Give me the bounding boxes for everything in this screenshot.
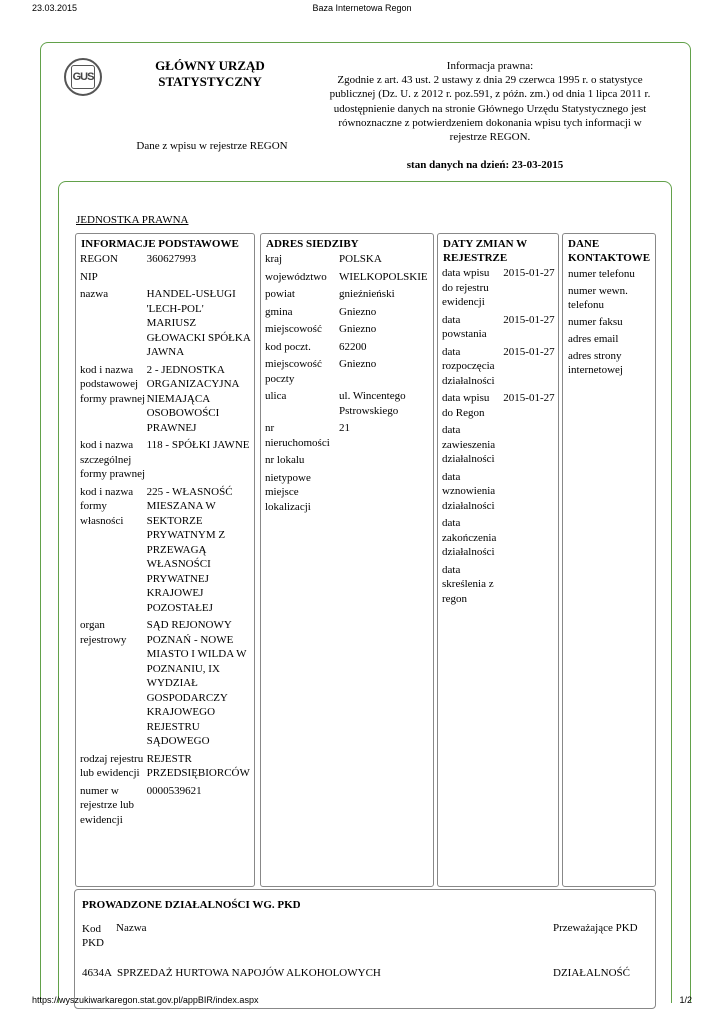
field-label: rodzaj rejestru lub ewidencji: [80, 752, 144, 779]
field-label: NIP: [80, 270, 98, 283]
print-date: 23.03.2015: [32, 3, 78, 13]
field-label: data zawieszenia działalności: [442, 424, 496, 465]
field-value: 2015-01-27: [503, 313, 555, 326]
field-value: 2015-01-27: [503, 392, 555, 404]
field-label: miejscowość poczty: [265, 358, 322, 385]
field-value: [503, 470, 558, 517]
field-value: [503, 516, 558, 563]
field-value: WIELKOPOLSKIE: [339, 270, 428, 283]
contact-list: [563, 267, 655, 380]
field-value: 360627993: [146, 253, 197, 265]
table-row: [442, 470, 558, 517]
gus-logo: [64, 58, 102, 96]
field-value: SĄD REJONOWY POZNAŃ - NOWE MIASTO I WILDA W POZNANIU, IX WYDZIAŁ GOSPODARCZY KRAJOWEGO REJESTRU SĄDOWEGO: [146, 619, 247, 747]
print-page-title: Baza Internetowa Regon: [312, 3, 412, 13]
field-value: 225 - WŁASNOŚĆ MIESZANA W SEKTORZE PRYWATNYM Z PRZEWAGĄ WŁASNOŚCI PRYWATNEJ KRAJOWEJ POZOSTAŁEJ: [146, 485, 233, 614]
table-row: [442, 345, 558, 392]
dates-table: [442, 266, 558, 609]
field-label: data wpisu do Regon: [442, 392, 490, 419]
pkd-row-name: SPRZEDAŻ HURTOWA NAPOJÓW ALKOHOLOWYCH: [117, 967, 381, 979]
field-value: [503, 563, 558, 610]
field-label: powiat: [265, 288, 295, 300]
legal-line: Zgodnie z art. 43 ust. 2 ustawy z dnia 29 czerwca 1995 r. o statystyce: [337, 74, 643, 87]
field-value: [503, 423, 558, 470]
field-label: data zakończenia działalności: [442, 517, 497, 558]
table-row: [80, 752, 254, 784]
gus-logo-mark: GUS: [71, 65, 95, 89]
field-value: 2015-01-27: [503, 345, 555, 358]
table-row: [265, 287, 433, 305]
field-label: numer w rejestrze lub ewidencji: [80, 784, 135, 826]
field-value: POLSKA: [339, 253, 382, 265]
table-row: [80, 618, 254, 752]
pkd-header-name: Nazwa: [116, 922, 147, 934]
field-label: kraj: [265, 253, 283, 265]
table-row: [265, 340, 433, 358]
table-row: [265, 270, 433, 288]
table-row: [442, 516, 558, 563]
field-label: nr nieruchomości: [265, 422, 330, 449]
field-value: [339, 471, 433, 518]
print-footer: [0, 995, 724, 1011]
table-row: [265, 421, 433, 453]
print-header: [0, 3, 724, 19]
pkd-header-code: Kod PKD: [82, 923, 105, 949]
data-state-date: stan danych na dzień: 23-03-2015: [406, 159, 564, 171]
field-value: Gniezno: [339, 358, 377, 370]
table-row: [80, 252, 254, 270]
table-row: [265, 322, 433, 340]
contact-field-label: adres email: [568, 333, 619, 345]
field-value: 2 - JEDNOSTKA ORGANIZACYJNA NIEMAJĄCA OSOBOWOŚCI PRAWNEJ: [146, 363, 239, 434]
table-row: [442, 266, 558, 313]
field-value: Gniezno: [339, 323, 377, 335]
table-row: [265, 252, 433, 270]
field-value: 21: [339, 422, 351, 434]
table-row: [265, 357, 433, 389]
legal-entity-link[interactable]: JEDNOSTKA PRAWNA: [76, 214, 189, 226]
print-page-number: 1/2: [679, 995, 692, 1005]
pkd-row-main: DZIAŁALNOŚĆ: [553, 967, 630, 979]
address-panel: [260, 233, 434, 887]
basic-info-title: INFORMACJE PODSTAWOWE: [81, 238, 239, 250]
legal-line: rejestrze REGON.: [449, 131, 531, 144]
field-label: nazwa: [80, 288, 109, 300]
table-row: [442, 391, 558, 423]
field-value: Gniezno: [339, 305, 377, 318]
field-value: 62200: [339, 340, 367, 353]
table-row: [80, 363, 254, 439]
field-value: [339, 453, 433, 471]
pkd-title: PROWADZONE DZIAŁALNOŚCI WG. PKD: [82, 899, 301, 911]
table-row: [442, 563, 558, 610]
table-row: [80, 270, 254, 288]
contact-panel: [562, 233, 656, 887]
field-value: 118 - SPÓŁKI JAWNE: [146, 439, 250, 451]
institution-name: [120, 58, 300, 90]
field-label: nr lokalu: [265, 454, 305, 466]
field-label: kod i nazwa podstawowej formy prawnej: [80, 363, 146, 405]
table-row: [265, 305, 433, 323]
legal-line: publicznej (Dz. U. z 2012 r. poz.591, z późn. zm.) od dnia 1 lipca 2011 r.: [329, 88, 651, 101]
field-value: 2015-01-27: [503, 267, 555, 279]
field-value: [147, 270, 254, 288]
institution-name-line1: GŁÓWNY URZĄD: [155, 58, 265, 73]
field-value: HANDEL-USŁUGI 'LECH-POL' MARIUSZ GŁOWACKI SPÓŁKA JAWNA: [146, 288, 251, 358]
legal-line: równoznaczne z potwierdzeniem dokonania wpisu tych informacji w: [338, 116, 642, 129]
field-label: data powstania: [442, 313, 487, 340]
contact-title: DANE KONTAKTOWE: [568, 238, 651, 264]
field-label: nietypowe miejsce lokalizacji: [265, 471, 311, 513]
contact-field-label: adres strony internetowej: [568, 350, 623, 376]
field-label: gmina: [265, 305, 293, 318]
print-url: https://wyszukiwarkaregon.stat.gov.pl/appBIR/index.aspx: [32, 995, 259, 1005]
field-value: ul. Wincentego Pstrowskiego: [339, 390, 406, 417]
contact-field-label: numer telefonu: [568, 268, 635, 280]
pkd-panel: [74, 889, 656, 1009]
field-label: REGON: [80, 253, 118, 265]
table-row: [80, 485, 254, 619]
field-label: ulica: [265, 390, 287, 402]
dates-panel: [437, 233, 559, 887]
field-value: 0000539621: [146, 784, 202, 797]
institution-name-line2: STATYSTYCZNY: [158, 74, 262, 89]
basic-info-table: [80, 252, 254, 830]
field-label: data rozpoczęcia działalności: [442, 345, 495, 387]
field-value: REJESTR PRZEDSIĘBIORCÓW: [146, 752, 250, 779]
field-label: data wznowienia działalności: [442, 470, 496, 512]
legal-line: udostępnienie danych na stronie Głównego Urzędu Statystycznego jest: [333, 102, 647, 115]
field-label: data skreślenia z regon: [442, 563, 494, 605]
dates-title: DATY ZMIAN W REJESTRZE: [443, 238, 527, 264]
table-row: [265, 389, 433, 421]
table-row: [80, 784, 254, 831]
basic-info-panel: [75, 233, 255, 887]
contact-field-label: numer faksu: [568, 316, 623, 328]
table-row: [80, 438, 254, 485]
field-label: miejscowość: [265, 323, 322, 335]
table-row: [265, 471, 433, 518]
field-label: kod i nazwa szczególnej formy prawnej: [80, 439, 146, 480]
field-value: gnieźnieński: [339, 288, 395, 300]
legal-line: Informacja prawna:: [446, 60, 534, 72]
table-row: [442, 423, 558, 470]
field-label: województwo: [265, 270, 327, 283]
table-row: [80, 287, 254, 363]
field-label: organ rejestrowy: [80, 619, 127, 646]
field-label: kod i nazwa formy własności: [80, 485, 134, 527]
table-row: [442, 313, 558, 345]
table-row: [265, 453, 433, 471]
contact-field-label: numer wewn. telefonu: [568, 285, 628, 311]
field-label: data wpisu do rejestru ewidencji: [442, 267, 490, 308]
address-title: ADRES SIEDZIBY: [266, 238, 359, 250]
address-table: [265, 252, 433, 517]
field-label: kod poczt.: [265, 340, 311, 353]
pkd-header-main: Przeważające PKD: [553, 922, 638, 934]
pkd-row-code: 4634A: [82, 967, 112, 979]
legal-notice: [300, 59, 680, 144]
report-subtitle: Dane z wpisu w rejestrze REGON: [136, 140, 288, 152]
